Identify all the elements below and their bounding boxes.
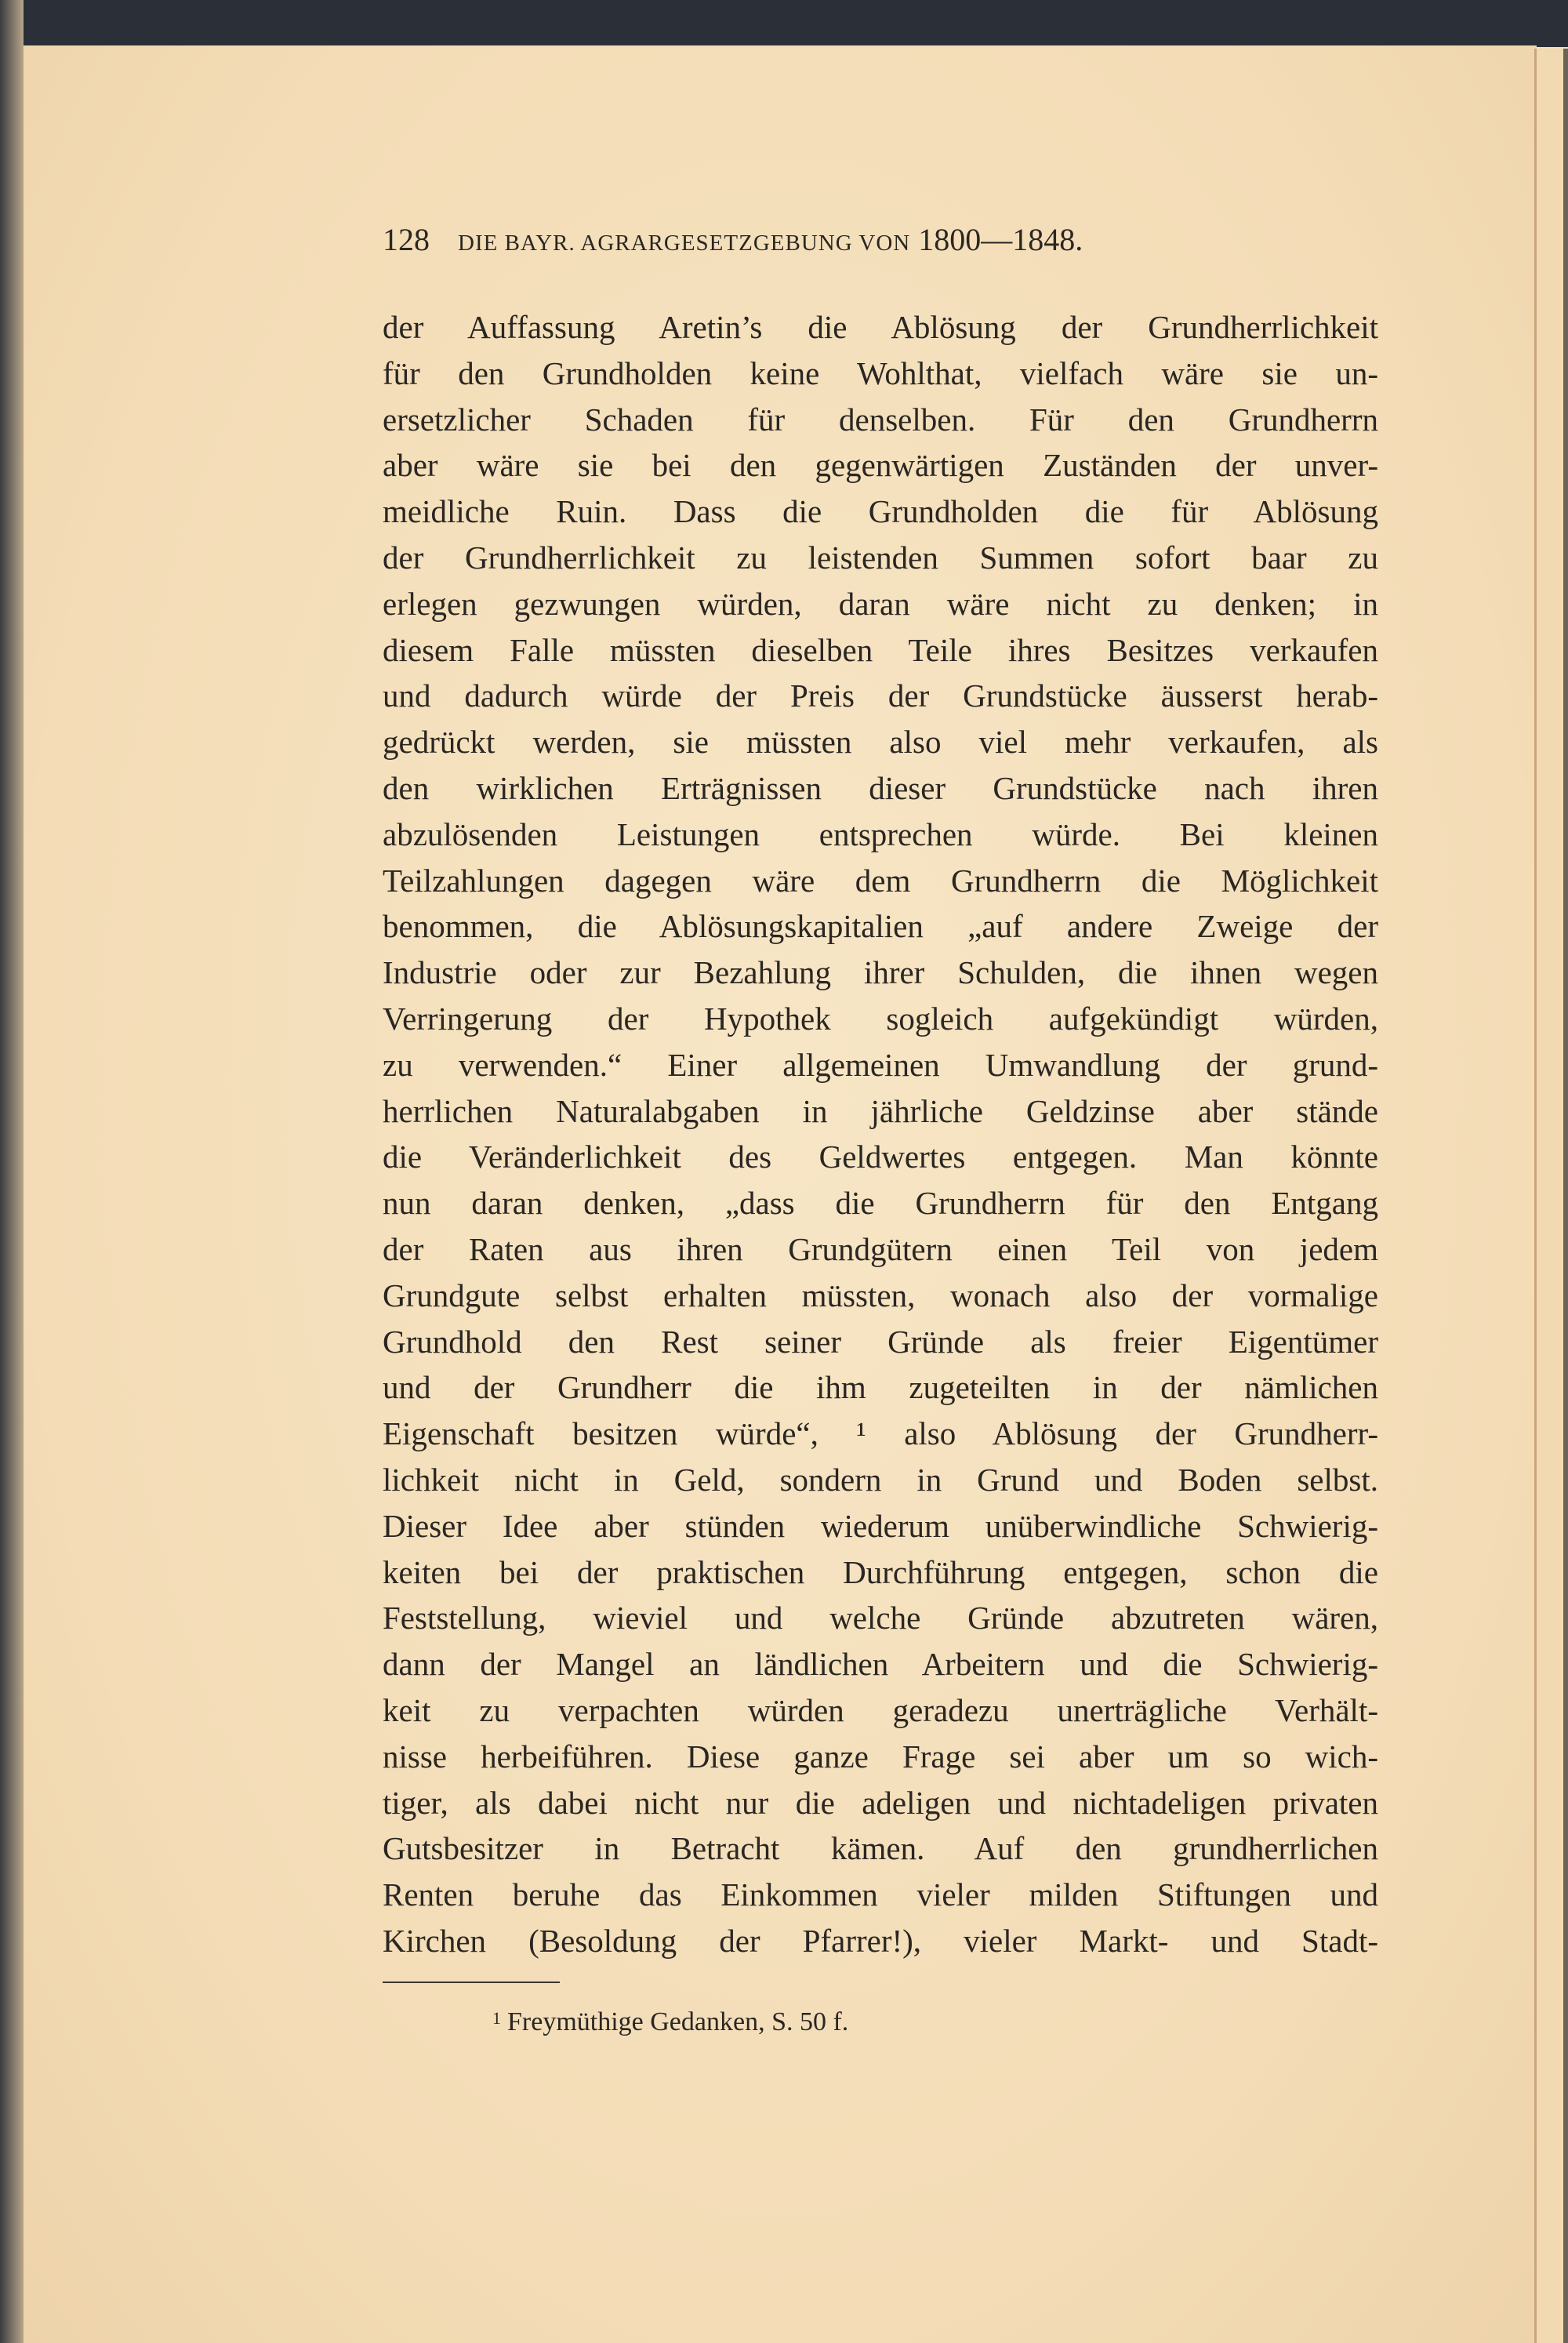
- text-line: Verringerung der Hypothek sogleich aufgekündigt würden,: [383, 1000, 1378, 1037]
- scan-background-right: [1563, 49, 1568, 2343]
- footnote: [492, 2007, 848, 2037]
- text-line: der Grundherrlichkeit zu leistenden Summen sofort baar zu: [383, 539, 1378, 576]
- text-line: Kirchen (Besoldung der Pfarrer!), vieler Markt- und Stadt-: [383, 1922, 1378, 1959]
- text-line: Industrie oder zur Bezahlung ihrer Schulden, die ihnen wegen: [383, 954, 1378, 991]
- text-line: Eigenschaft besitzen würde“, ¹ also Ablösung der Grundherr-: [383, 1415, 1378, 1452]
- text-line: keit zu verpachten würden geradezu unerträgliche Verhält-: [383, 1691, 1378, 1728]
- body-text: [383, 304, 1378, 1964]
- text-line: nisse herbeiführen. Diese ganze Frage sei aber um so wich-: [383, 1738, 1378, 1775]
- scan-background-left: [0, 0, 24, 2343]
- text-line: gedrückt werden, sie müssten also viel mehr verkaufen, als: [383, 724, 1378, 761]
- text-line: tiger, als dabei nicht nur die adeligen und nichtadeligen privaten: [383, 1784, 1378, 1821]
- footnote-rule: [383, 1982, 560, 1983]
- text-line: Grundgute selbst erhalten müssten, wonach also der vormalige: [383, 1277, 1378, 1313]
- text-line: Gutsbesitzer in Betracht kämen. Auf den grundherrlichen: [383, 1830, 1378, 1867]
- text-line: keiten bei der praktischen Durchführung entgegen, schon die: [383, 1553, 1378, 1590]
- page-number: 128: [383, 222, 430, 257]
- text-line: der Auffassung Aretin’s die Ablösung der Grundherrlichkeit: [383, 309, 1378, 345]
- page-fold-line: [1534, 49, 1537, 2343]
- text-line: nun daran denken, „dass die Grundherrn für den Entgang: [383, 1185, 1378, 1222]
- text-line: abzulösenden Leistungen entsprechen würde. Bei kleinen: [383, 816, 1378, 852]
- text-line: Grundhold den Rest seiner Gründe als freier Eigentümer: [383, 1323, 1378, 1360]
- running-header: [383, 221, 1378, 258]
- text-line: dann der Mangel an ländlichen Arbeitern und die Schwierig-: [383, 1646, 1378, 1683]
- text-line: die Veränderlichkeit des Geldwertes entgegen. Man könnte: [383, 1139, 1378, 1175]
- scan-background-top: [0, 0, 1568, 47]
- text-line: für den Grundholden keine Wohlthat, vielfach wäre sie un-: [383, 354, 1378, 391]
- text-line: Dieser Idee aber stünden wiederum unüberwindliche Schwierig-: [383, 1507, 1378, 1544]
- footnote-text: Freymüthige Gedanken, S. 50 f.: [507, 2007, 849, 2036]
- text-line: meidliche Ruin. Dass die Grundholden die für Ablösung: [383, 493, 1378, 530]
- text-line: und der Grundherr die ihm zugeteilten in der nämlichen: [383, 1369, 1378, 1406]
- text-line: diesem Falle müssten dieselben Teile ihres Besitzes verkaufen: [383, 631, 1378, 668]
- footnote-marker: 1: [492, 2008, 501, 2028]
- text-line: den wirklichen Erträgnissen dieser Grundstücke nach ihren: [383, 769, 1378, 806]
- text-line: Renten beruhe das Einkommen vieler milden Stiftungen und: [383, 1876, 1378, 1913]
- text-line: Teilzahlungen dagegen wäre dem Grundherrn die Möglichkeit: [383, 862, 1378, 899]
- running-title: DIE BAYR. AGRARGESETZGEBUNG VON: [458, 231, 911, 256]
- text-line: und dadurch würde der Preis der Grundstücke äusserst herab-: [383, 677, 1378, 714]
- running-title-years: 1800—1848.: [918, 222, 1083, 257]
- text-line: lichkeit nicht in Geld, sondern in Grund und Boden selbst.: [383, 1461, 1378, 1498]
- text-line: benommen, die Ablösungskapitalien „auf andere Zweige der: [383, 908, 1378, 945]
- text-line: Feststellung, wieviel und welche Gründe abzutreten wären,: [383, 1600, 1378, 1636]
- text-line: herrlichen Naturalabgaben in jährliche Geldzinse aber stände: [383, 1092, 1378, 1129]
- text-line: erlegen gezwungen würden, daran wäre nicht zu denken; in: [383, 585, 1378, 622]
- text-line: ersetzlicher Schaden für denselben. Für den Grundherrn: [383, 401, 1378, 438]
- text-line: aber wäre sie bei den gegenwärtigen Zuständen der unver-: [383, 447, 1378, 484]
- text-line: zu verwenden.“ Einer allgemeinen Umwandlung der grund-: [383, 1046, 1378, 1083]
- text-line: der Raten aus ihren Grundgütern einen Teil von jedem: [383, 1230, 1378, 1267]
